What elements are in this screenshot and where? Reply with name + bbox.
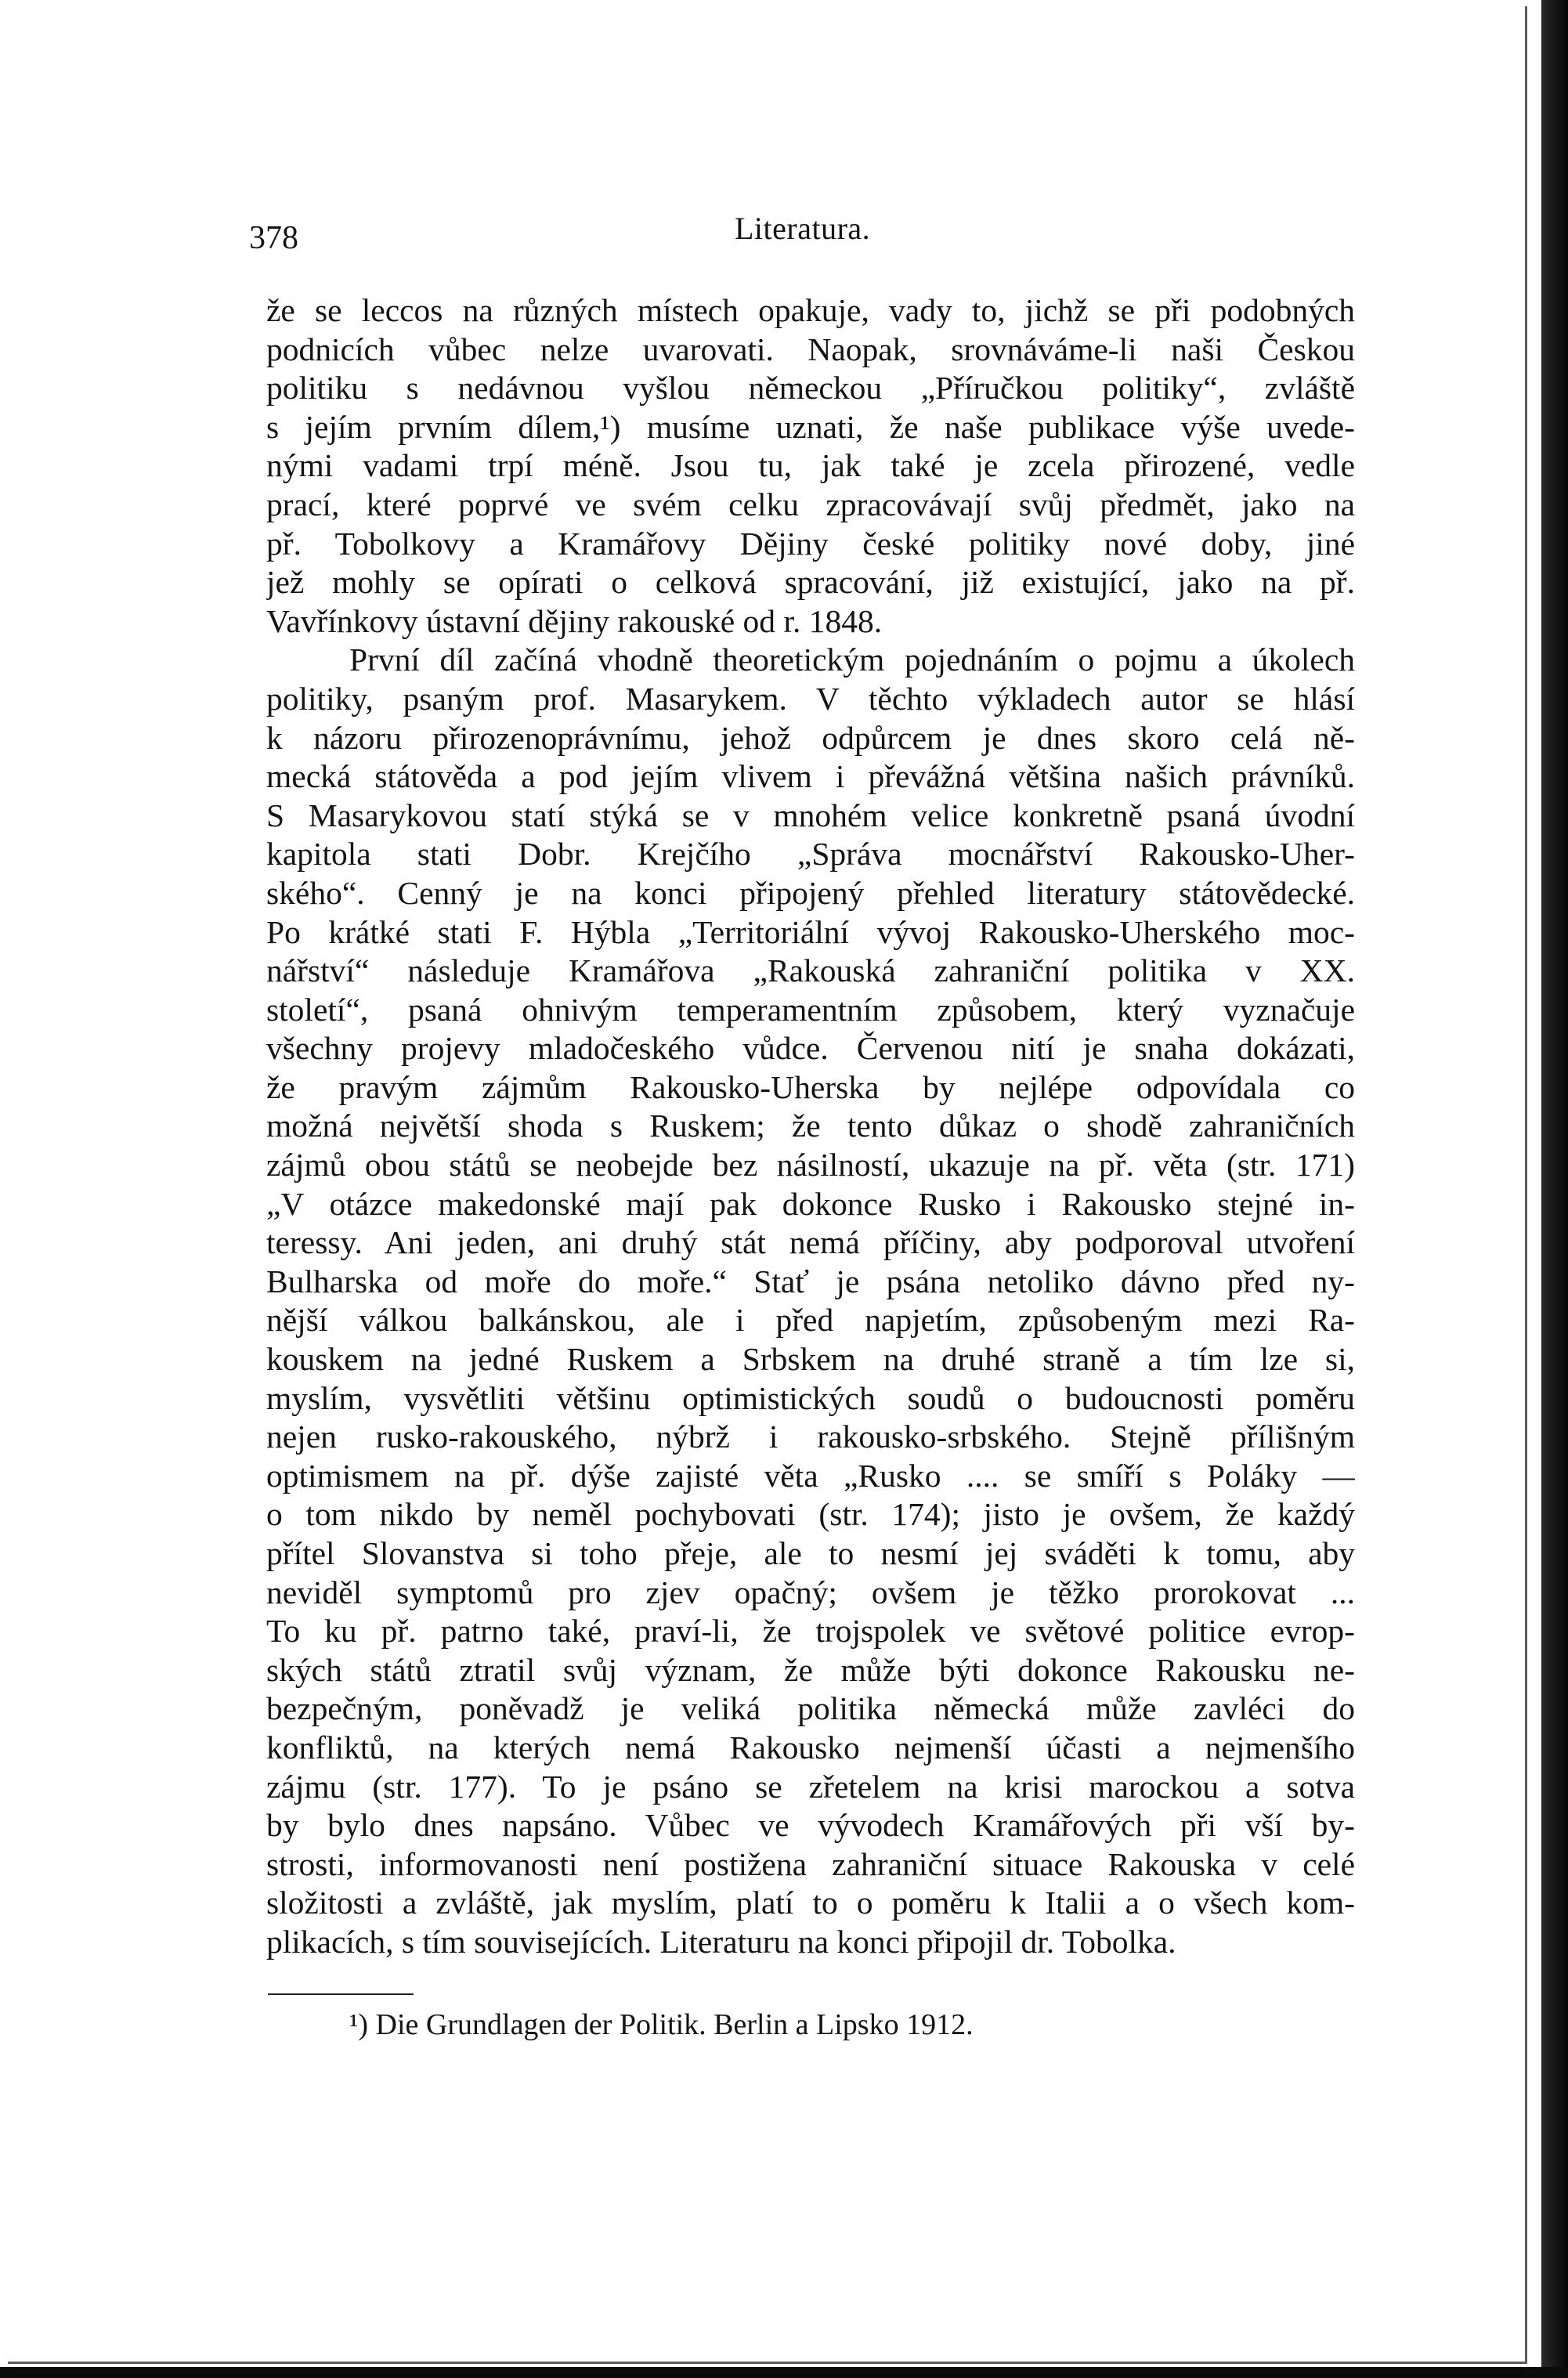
text-line: kapitola stati Dobr. Krejčího „Správa mocnářství Rakousko-Uher- (266, 836, 1355, 873)
text-line: že se leccos na různých místech opakuje, vady to, jichž se při podobných (266, 292, 1355, 328)
scan-edge-right (1541, 0, 1568, 2378)
text-line: k názoru přirozenoprávnímu, jehož odpůrcem je dnes skoro celá ně- (266, 719, 1355, 756)
text-line: plikacích, s tím souvisejících. Literaturu na konci připojil dr. Tobolka. (266, 1923, 1176, 1960)
text-line: nější válkou balkánskou, ale i před napjetím, způsobeným mezi Ra- (266, 1302, 1355, 1339)
text-line: ského“. Cenný je na konci připojený přehled literatury státovědecké. (266, 874, 1355, 911)
text-line: „V otázce makedonské mají pak dokonce Rusko i Rakousko stejné in- (266, 1185, 1355, 1222)
text-line: zájmu (str. 177). To je psáno se zřetelem na krisi marockou a sotva (266, 1768, 1355, 1805)
text-line: S Masarykovou statí stýká se v mnohém velice konkretně psaná úvodní (266, 797, 1355, 833)
text-line: s jejím prvním dílem,¹) musíme uznati, že naše publikace výše uvede- (266, 408, 1355, 445)
text-line: Bulharska od moře do moře.“ Stať je psána netoliko dávno před ny- (266, 1263, 1355, 1299)
text-line: neviděl symptomů pro zjev opačný; ovšem je těžko prorokovat ... (266, 1574, 1355, 1610)
text-line: nářství“ následuje Kramářova „Rakouská zahraniční politika v XX. (266, 952, 1355, 989)
running-title: Literatura. (735, 211, 871, 246)
text-line: přítel Slovanstva si toho přeje, ale to nesmí jej sváděti k tomu, aby (266, 1535, 1355, 1571)
text-line: ských států ztratil svůj význam, že může býti dokonce Rakousku ne- (266, 1651, 1355, 1688)
text-line: mecká státověda a pod jejím vlivem i převážná většina našich právníků. (266, 758, 1355, 795)
scan-edge-bottom (0, 2367, 1568, 2378)
page-header (249, 210, 1344, 256)
text-line: bezpečným, poněvadž je veliká politika německá může zavléci do (266, 1690, 1355, 1727)
footnote-rule (268, 1993, 414, 1995)
footnote: ¹) Die Grundlagen der Politik. Berlin a Lipsko 1912. (349, 2008, 974, 2041)
text-line: optimismem na př. dýše zajisté věta „Rusko .... se smíří s Poláky — (266, 1457, 1355, 1494)
text-line: Vavřínkovy ústavní dějiny rakouské od r. 1848. (266, 602, 883, 639)
text-line: podnicích vůbec nelze uvarovati. Naopak, srovnáváme-li naši Českou (266, 331, 1355, 367)
text-line: nými vadami trpí méně. Jsou tu, jak také je zcela přirozené, vedle (266, 447, 1355, 484)
text-line: To ku př. patrno také, praví-li, že trojspolek ve světové politice evrop- (266, 1613, 1355, 1650)
body-text (266, 291, 1355, 2044)
text-line: možná největší shoda s Ruskem; že tento důkaz o shodě zahraničních (266, 1108, 1355, 1144)
text-line: kouskem na jedné Ruskem a Srbskem na druhé straně a tím lze si, (266, 1341, 1355, 1378)
text-line: o tom nikdo by neměl pochybovati (str. 174); jisto je ovšem, že každý (266, 1496, 1355, 1533)
text-line: by bylo dnes napsáno. Vůbec ve vývodech Kramářových při vší by- (266, 1807, 1355, 1844)
text-line: jež mohly se opírati o celková spracování, již existující, jako na př. (266, 564, 1355, 601)
text-line: Po krátké stati F. Hýbla „Territoriální vývoj Rakousko-Uherského moc- (266, 913, 1355, 950)
text-line: př. Tobolkovy a Kramářovy Dějiny české politiky nové doby, jiné (266, 525, 1355, 562)
text-line: že pravým zájmům Rakousko-Uherska by nejlépe odpovídala co (266, 1068, 1355, 1105)
text-line: zájmů obou států se neobejde bez násilností, ukazuje na př. věta (str. 171) (266, 1147, 1355, 1184)
text-line: politiku s nedávnou vyšlou německou „Příručkou politiky“, zvláště (266, 370, 1355, 407)
text-line: politiky, psaným prof. Masarykem. V těchto výkladech autor se hlásí (266, 680, 1355, 717)
text-line: teressy. Ani jeden, ani druhý stát nemá příčiny, aby podporoval utvoření (266, 1224, 1355, 1261)
text-line: nejen rusko-rakouského, nýbrž i rakousko-srbského. Stejně přílišným (266, 1418, 1355, 1455)
text-line: složitosti a zvláště, jak myslím, platí to o poměru k Italii a o všech kom- (266, 1885, 1355, 1921)
text-line: století“, psaná ohnivým temperamentním způsobem, který vyznačuje (266, 991, 1355, 1028)
page-number: 378 (249, 220, 298, 256)
text-line: První díl začíná vhodně theoretickým pojednáním o pojmu a úkolech (349, 641, 1355, 678)
text-line: myslím, vysvětliti většinu optimistických soudů o budoucnosti poměru (266, 1379, 1355, 1416)
text-line: všechny projevy mladočeského vůdce. Červenou nití je snaha dokázati, (266, 1030, 1355, 1067)
text-line: prací, které poprvé ve svém celku zpracovávají svůj předmět, jako na (266, 486, 1355, 522)
text-line: konfliktů, na kterých nemá Rakousko nejmenší účasti a nejmenšího (266, 1729, 1355, 1765)
text-line: strosti, informovanosti není postižena zahraniční situace Rakouska v celé (266, 1845, 1355, 1882)
